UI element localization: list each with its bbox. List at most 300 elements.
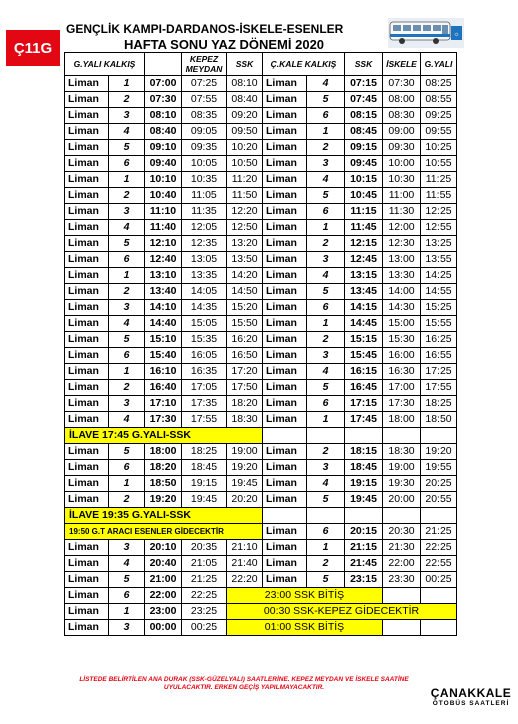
left-bus-number: 4 xyxy=(109,220,145,236)
right-stop-name: Liman xyxy=(263,540,307,556)
right-ssk-time: 09:45 xyxy=(345,156,383,172)
left-departure-time: 22:00 xyxy=(145,588,182,604)
brand-name: ÇANAKKALE xyxy=(430,686,512,700)
left-bus-number: 5 xyxy=(109,572,145,588)
right-iskele-time: 22:00 xyxy=(383,556,421,572)
right-gyali-time: 10:25 xyxy=(421,140,457,156)
right-stop-name: Liman xyxy=(263,108,307,124)
right-iskele-time: 08:00 xyxy=(383,92,421,108)
table-row xyxy=(65,540,457,556)
left-kepez-time: 19:45 xyxy=(182,492,227,508)
right-gyali-time: 18:25 xyxy=(421,396,457,412)
left-departure-time: 16:40 xyxy=(145,380,182,396)
right-bus-number: 1 xyxy=(307,412,345,428)
right-bus-number: 5 xyxy=(307,188,345,204)
right-bus-number: 5 xyxy=(307,492,345,508)
left-ssk-time: 08:40 xyxy=(227,92,263,108)
bus-icon xyxy=(388,18,464,48)
left-ssk-time: 09:20 xyxy=(227,108,263,124)
left-ssk-time: 20:20 xyxy=(227,492,263,508)
left-departure-time: 23:00 xyxy=(145,604,182,620)
left-departure-time: 10:40 xyxy=(145,188,182,204)
left-bus-number: 3 xyxy=(109,620,145,636)
right-ssk-time: 21:45 xyxy=(345,556,383,572)
left-ssk-time: 13:20 xyxy=(227,236,263,252)
table-row xyxy=(65,620,457,636)
left-stop-name: Liman xyxy=(65,412,109,428)
left-departure-time: 15:10 xyxy=(145,332,182,348)
right-gyali-time: 11:55 xyxy=(421,188,457,204)
left-bus-number: 6 xyxy=(109,156,145,172)
left-ssk-time: 10:50 xyxy=(227,156,263,172)
right-ssk-time: 23:15 xyxy=(345,572,383,588)
right-stop-name: Liman xyxy=(263,236,307,252)
left-ssk-time: 22:20 xyxy=(227,572,263,588)
right-iskele-time: 15:30 xyxy=(383,332,421,348)
right-ssk-time: 11:15 xyxy=(345,204,383,220)
left-bus-number: 1 xyxy=(109,268,145,284)
empty-cell xyxy=(421,620,457,636)
header-iskele: İSKELE xyxy=(383,53,421,76)
table-row xyxy=(65,92,457,108)
right-bus-number: 1 xyxy=(307,124,345,140)
left-ssk-time: 18:20 xyxy=(227,396,263,412)
left-kepez-time: 21:25 xyxy=(182,572,227,588)
left-ssk-time: 12:20 xyxy=(227,204,263,220)
left-bus-number: 2 xyxy=(109,492,145,508)
right-stop-name: Liman xyxy=(263,572,307,588)
right-stop-name: Liman xyxy=(263,124,307,140)
right-bus-number: 2 xyxy=(307,556,345,572)
table-row xyxy=(65,284,457,300)
empty-cell xyxy=(383,620,421,636)
left-stop-name: Liman xyxy=(65,108,109,124)
right-gyali-time: 08:25 xyxy=(421,76,457,92)
table-row xyxy=(65,204,457,220)
left-kepez-time: 14:05 xyxy=(182,284,227,300)
left-bus-number: 1 xyxy=(109,364,145,380)
right-gyali-time: 17:25 xyxy=(421,364,457,380)
left-bus-number: 5 xyxy=(109,140,145,156)
right-stop-name: Liman xyxy=(263,556,307,572)
left-departure-time: 08:10 xyxy=(145,108,182,124)
right-stop-name: Liman xyxy=(263,396,307,412)
left-stop-name: Liman xyxy=(65,156,109,172)
table-row xyxy=(65,412,457,428)
right-stop-name: Liman xyxy=(263,348,307,364)
right-bus-number: 2 xyxy=(307,332,345,348)
left-ssk-time: 16:20 xyxy=(227,332,263,348)
left-stop-name: Liman xyxy=(65,140,109,156)
table-row xyxy=(65,172,457,188)
left-stop-name: Liman xyxy=(65,204,109,220)
right-bus-number: 3 xyxy=(307,252,345,268)
right-gyali-time: 19:20 xyxy=(421,444,457,460)
left-departure-time: 09:10 xyxy=(145,140,182,156)
table-row xyxy=(65,220,457,236)
right-gyali-time: 20:55 xyxy=(421,492,457,508)
right-iskele-time: 23:30 xyxy=(383,572,421,588)
left-bus-number: 1 xyxy=(109,172,145,188)
left-ssk-time: 21:10 xyxy=(227,540,263,556)
left-stop-name: Liman xyxy=(65,332,109,348)
table-row xyxy=(65,524,457,540)
right-iskele-time: 21:30 xyxy=(383,540,421,556)
table-row xyxy=(65,396,457,412)
footer-note: LİSTEDE BELİRTİLEN ANA DURAK (SSK-GÜZELYALI) SAATLERİNE. KEPEZ MEYDAN VE İSKELE SAATİNE UYULACAKTIR. ERKEN GEÇİŞ YAPILMAYACAKTIR. xyxy=(79,676,409,691)
table-row xyxy=(65,300,457,316)
left-bus-number: 1 xyxy=(109,476,145,492)
right-iskele-time: 07:30 xyxy=(383,76,421,92)
right-stop-name: Liman xyxy=(263,140,307,156)
empty-cell xyxy=(263,428,307,444)
empty-cell xyxy=(263,508,307,524)
left-departure-time: 20:40 xyxy=(145,556,182,572)
left-ssk-time: 16:50 xyxy=(227,348,263,364)
right-ssk-time: 17:45 xyxy=(345,412,383,428)
right-gyali-time: 18:50 xyxy=(421,412,457,428)
right-gyali-time: 09:25 xyxy=(421,108,457,124)
left-departure-time: 07:00 xyxy=(145,76,182,92)
right-stop-name: Liman xyxy=(263,364,307,380)
left-departure-time: 20:10 xyxy=(145,540,182,556)
right-gyali-time: 15:25 xyxy=(421,300,457,316)
left-bus-number: 1 xyxy=(109,76,145,92)
right-iskele-time: 14:30 xyxy=(383,300,421,316)
right-ssk-time: 08:45 xyxy=(345,124,383,140)
left-departure-time: 00:00 xyxy=(145,620,182,636)
left-kepez-time: 12:05 xyxy=(182,220,227,236)
right-bus-number: 4 xyxy=(307,364,345,380)
right-gyali-time: 19:55 xyxy=(421,460,457,476)
right-iskele-time: 16:00 xyxy=(383,348,421,364)
right-ssk-time: 13:15 xyxy=(345,268,383,284)
right-ssk-time: 15:15 xyxy=(345,332,383,348)
left-kepez-time: 10:05 xyxy=(182,156,227,172)
header-from-gyali: G.YALI KALKIŞ xyxy=(65,53,145,76)
left-kepez-time: 19:15 xyxy=(182,476,227,492)
left-bus-number: 4 xyxy=(109,556,145,572)
left-kepez-time: 17:05 xyxy=(182,380,227,396)
left-stop-name: Liman xyxy=(65,476,109,492)
highlight-banner: İLAVE 17:45 G.YALI-SSK xyxy=(65,428,263,444)
right-ssk-time: 07:45 xyxy=(345,92,383,108)
right-gyali-time: 13:25 xyxy=(421,236,457,252)
left-stop-name: Liman xyxy=(65,444,109,460)
right-iskele-time: 13:30 xyxy=(383,268,421,284)
table-row xyxy=(65,492,457,508)
right-iskele-time: 11:00 xyxy=(383,188,421,204)
right-gyali-time: 20:25 xyxy=(421,476,457,492)
right-bus-number: 3 xyxy=(307,348,345,364)
right-bus-number: 2 xyxy=(307,236,345,252)
left-bus-number: 1 xyxy=(109,604,145,620)
left-kepez-time: 13:05 xyxy=(182,252,227,268)
left-ssk-time: 08:10 xyxy=(227,76,263,92)
right-stop-name: Liman xyxy=(263,380,307,396)
right-gyali-time: 08:55 xyxy=(421,92,457,108)
table-row xyxy=(65,140,457,156)
right-bus-number: 4 xyxy=(307,268,345,284)
left-departure-time: 12:10 xyxy=(145,236,182,252)
empty-cell xyxy=(421,428,457,444)
left-stop-name: Liman xyxy=(65,572,109,588)
empty-cell xyxy=(421,588,457,604)
table-row xyxy=(65,588,457,604)
right-bus-number: 6 xyxy=(307,524,345,540)
right-ssk-time: 12:15 xyxy=(345,236,383,252)
right-ssk-time: 12:45 xyxy=(345,252,383,268)
table-row xyxy=(65,556,457,572)
left-departure-time: 21:00 xyxy=(145,572,182,588)
left-departure-time: 07:30 xyxy=(145,92,182,108)
table-row xyxy=(65,252,457,268)
left-departure-time: 15:40 xyxy=(145,348,182,364)
right-iskele-time: 12:30 xyxy=(383,236,421,252)
left-departure-time: 11:10 xyxy=(145,204,182,220)
left-bus-number: 6 xyxy=(109,348,145,364)
table-row xyxy=(65,460,457,476)
table-row xyxy=(65,124,457,140)
right-bus-number: 6 xyxy=(307,204,345,220)
left-ssk-time: 17:20 xyxy=(227,364,263,380)
right-gyali-time: 16:25 xyxy=(421,332,457,348)
empty-cell xyxy=(345,428,383,444)
left-stop-name: Liman xyxy=(65,540,109,556)
left-ssk-time: 11:50 xyxy=(227,188,263,204)
right-bus-number: 4 xyxy=(307,476,345,492)
right-ssk-time: 16:15 xyxy=(345,364,383,380)
right-iskele-time: 19:00 xyxy=(383,460,421,476)
left-stop-name: Liman xyxy=(65,460,109,476)
left-bus-number: 4 xyxy=(109,316,145,332)
left-stop-name: Liman xyxy=(65,124,109,140)
empty-cell xyxy=(307,428,345,444)
left-bus-number: 6 xyxy=(109,588,145,604)
left-kepez-time: 11:05 xyxy=(182,188,227,204)
left-stop-name: Liman xyxy=(65,380,109,396)
right-bus-number: 5 xyxy=(307,572,345,588)
left-stop-name: Liman xyxy=(65,300,109,316)
right-stop-name: Liman xyxy=(263,268,307,284)
left-kepez-time: 13:35 xyxy=(182,268,227,284)
table-row xyxy=(65,444,457,460)
right-iskele-time: 13:00 xyxy=(383,252,421,268)
left-departure-time: 09:40 xyxy=(145,156,182,172)
right-ssk-time: 09:15 xyxy=(345,140,383,156)
right-stop-name: Liman xyxy=(263,332,307,348)
right-ssk-time: 11:45 xyxy=(345,220,383,236)
right-iskele-time: 12:00 xyxy=(383,220,421,236)
left-bus-number: 3 xyxy=(109,540,145,556)
right-bus-number: 5 xyxy=(307,380,345,396)
left-ssk-time: 18:30 xyxy=(227,412,263,428)
right-bus-number: 6 xyxy=(307,396,345,412)
left-bus-number: 3 xyxy=(109,300,145,316)
left-departure-time: 18:50 xyxy=(145,476,182,492)
left-bus-number: 5 xyxy=(109,332,145,348)
left-bus-number: 4 xyxy=(109,124,145,140)
left-ssk-time: 14:20 xyxy=(227,268,263,284)
left-kepez-time: 16:35 xyxy=(182,364,227,380)
left-ssk-time: 19:45 xyxy=(227,476,263,492)
left-ssk-time: 15:50 xyxy=(227,316,263,332)
left-departure-time: 17:10 xyxy=(145,396,182,412)
table-row xyxy=(65,156,457,172)
left-stop-name: Liman xyxy=(65,172,109,188)
left-departure-time: 12:40 xyxy=(145,252,182,268)
right-stop-name: Liman xyxy=(263,300,307,316)
left-kepez-time: 21:05 xyxy=(182,556,227,572)
left-bus-number: 5 xyxy=(109,444,145,460)
left-stop-name: Liman xyxy=(65,268,109,284)
right-bus-number: 2 xyxy=(307,140,345,156)
right-bus-number: 3 xyxy=(307,460,345,476)
left-stop-name: Liman xyxy=(65,492,109,508)
right-stop-name: Liman xyxy=(263,492,307,508)
header-ssk-2: SSK xyxy=(345,53,383,76)
table-row xyxy=(65,108,457,124)
left-ssk-time: 12:50 xyxy=(227,220,263,236)
left-departure-time: 14:10 xyxy=(145,300,182,316)
right-stop-name: Liman xyxy=(263,220,307,236)
route-title: GENÇLİK KAMPI-DARDANOS-İSKELE-ESENLER xyxy=(66,22,344,36)
right-iskele-time: 09:00 xyxy=(383,124,421,140)
empty-cell xyxy=(345,508,383,524)
right-bus-number: 5 xyxy=(307,92,345,108)
left-stop-name: Liman xyxy=(65,188,109,204)
right-stop-name: Liman xyxy=(263,188,307,204)
right-ssk-time: 14:45 xyxy=(345,316,383,332)
left-kepez-time: 07:55 xyxy=(182,92,227,108)
right-iskele-time: 10:00 xyxy=(383,156,421,172)
left-kepez-time: 18:45 xyxy=(182,460,227,476)
left-bus-number: 6 xyxy=(109,460,145,476)
note-banner: 00:30 SSK-KEPEZ GİDECEKTİR xyxy=(227,604,457,620)
header-gyali: G.YALI xyxy=(421,53,457,76)
left-ssk-time: 15:20 xyxy=(227,300,263,316)
right-gyali-time: 11:25 xyxy=(421,172,457,188)
left-departure-time: 08:40 xyxy=(145,124,182,140)
left-ssk-time: 21:40 xyxy=(227,556,263,572)
right-iskele-time: 16:30 xyxy=(383,364,421,380)
right-gyali-time: 22:55 xyxy=(421,556,457,572)
left-ssk-time: 13:50 xyxy=(227,252,263,268)
empty-cell xyxy=(307,508,345,524)
left-departure-time: 16:10 xyxy=(145,364,182,380)
left-stop-name: Liman xyxy=(65,556,109,572)
table-row xyxy=(65,236,457,252)
highlight-banner: 19:50 G.T ARACI ESENLER GİDECEKTİR xyxy=(65,524,263,540)
left-kepez-time: 10:35 xyxy=(182,172,227,188)
header-kepez: KEPEZ MEYDAN xyxy=(182,53,227,76)
right-iskele-time: 08:30 xyxy=(383,108,421,124)
right-iskele-time: 18:30 xyxy=(383,444,421,460)
table-row xyxy=(65,364,457,380)
left-stop-name: Liman xyxy=(65,364,109,380)
table-row xyxy=(65,268,457,284)
left-kepez-time: 18:25 xyxy=(182,444,227,460)
left-kepez-time: 20:35 xyxy=(182,540,227,556)
left-ssk-time: 11:20 xyxy=(227,172,263,188)
table-row xyxy=(65,572,457,588)
left-stop-name: Liman xyxy=(65,604,109,620)
left-stop-name: Liman xyxy=(65,348,109,364)
right-iskele-time: 15:00 xyxy=(383,316,421,332)
right-gyali-time: 09:55 xyxy=(421,124,457,140)
right-stop-name: Liman xyxy=(263,156,307,172)
right-bus-number: 4 xyxy=(307,172,345,188)
right-bus-number: 2 xyxy=(307,444,345,460)
left-bus-number: 2 xyxy=(109,92,145,108)
right-ssk-time: 19:15 xyxy=(345,476,383,492)
brand-subtitle: OTOBÜS SAATLERİ xyxy=(432,700,510,707)
right-ssk-time: 16:45 xyxy=(345,380,383,396)
left-kepez-time: 07:25 xyxy=(182,76,227,92)
right-iskele-time: 10:30 xyxy=(383,172,421,188)
left-departure-time: 18:00 xyxy=(145,444,182,460)
right-ssk-time: 18:45 xyxy=(345,460,383,476)
table-row xyxy=(65,332,457,348)
left-departure-time: 18:20 xyxy=(145,460,182,476)
right-stop-name: Liman xyxy=(263,316,307,332)
right-iskele-time: 09:30 xyxy=(383,140,421,156)
table-row xyxy=(65,476,457,492)
right-ssk-time: 13:45 xyxy=(345,284,383,300)
right-bus-number: 1 xyxy=(307,540,345,556)
left-kepez-time: 16:05 xyxy=(182,348,227,364)
left-kepez-time: 09:05 xyxy=(182,124,227,140)
empty-cell xyxy=(383,508,421,524)
left-departure-time: 14:40 xyxy=(145,316,182,332)
left-stop-name: Liman xyxy=(65,316,109,332)
left-bus-number: 2 xyxy=(109,380,145,396)
left-stop-name: Liman xyxy=(65,284,109,300)
right-iskele-time: 14:00 xyxy=(383,284,421,300)
right-stop-name: Liman xyxy=(263,476,307,492)
left-stop-name: Liman xyxy=(65,620,109,636)
right-gyali-time: 22:25 xyxy=(421,540,457,556)
table-row xyxy=(65,348,457,364)
right-iskele-time: 19:30 xyxy=(383,476,421,492)
left-bus-number: 3 xyxy=(109,204,145,220)
right-bus-number: 3 xyxy=(307,156,345,172)
highlight-banner: İLAVE 19:35 G.YALI-SSK xyxy=(65,508,263,524)
left-kepez-time: 12:35 xyxy=(182,236,227,252)
right-gyali-time: 13:55 xyxy=(421,252,457,268)
right-iskele-time: 20:30 xyxy=(383,524,421,540)
right-stop-name: Liman xyxy=(263,76,307,92)
right-bus-number: 6 xyxy=(307,108,345,124)
empty-cell xyxy=(383,588,421,604)
left-bus-number: 3 xyxy=(109,396,145,412)
right-gyali-time: 15:55 xyxy=(421,316,457,332)
right-gyali-time: 00:25 xyxy=(421,572,457,588)
right-gyali-time: 10:55 xyxy=(421,156,457,172)
left-stop-name: Liman xyxy=(65,588,109,604)
right-gyali-time: 21:25 xyxy=(421,524,457,540)
right-stop-name: Liman xyxy=(263,444,307,460)
right-stop-name: Liman xyxy=(263,204,307,220)
right-ssk-time: 15:45 xyxy=(345,348,383,364)
left-bus-number: 2 xyxy=(109,188,145,204)
left-kepez-time: 00:25 xyxy=(182,620,227,636)
schedule-title: HAFTA SONU YAZ DÖNEMİ 2020 xyxy=(123,37,325,52)
right-stop-name: Liman xyxy=(263,284,307,300)
right-ssk-time: 20:15 xyxy=(345,524,383,540)
left-bus-number: 3 xyxy=(109,108,145,124)
right-ssk-time: 18:15 xyxy=(345,444,383,460)
